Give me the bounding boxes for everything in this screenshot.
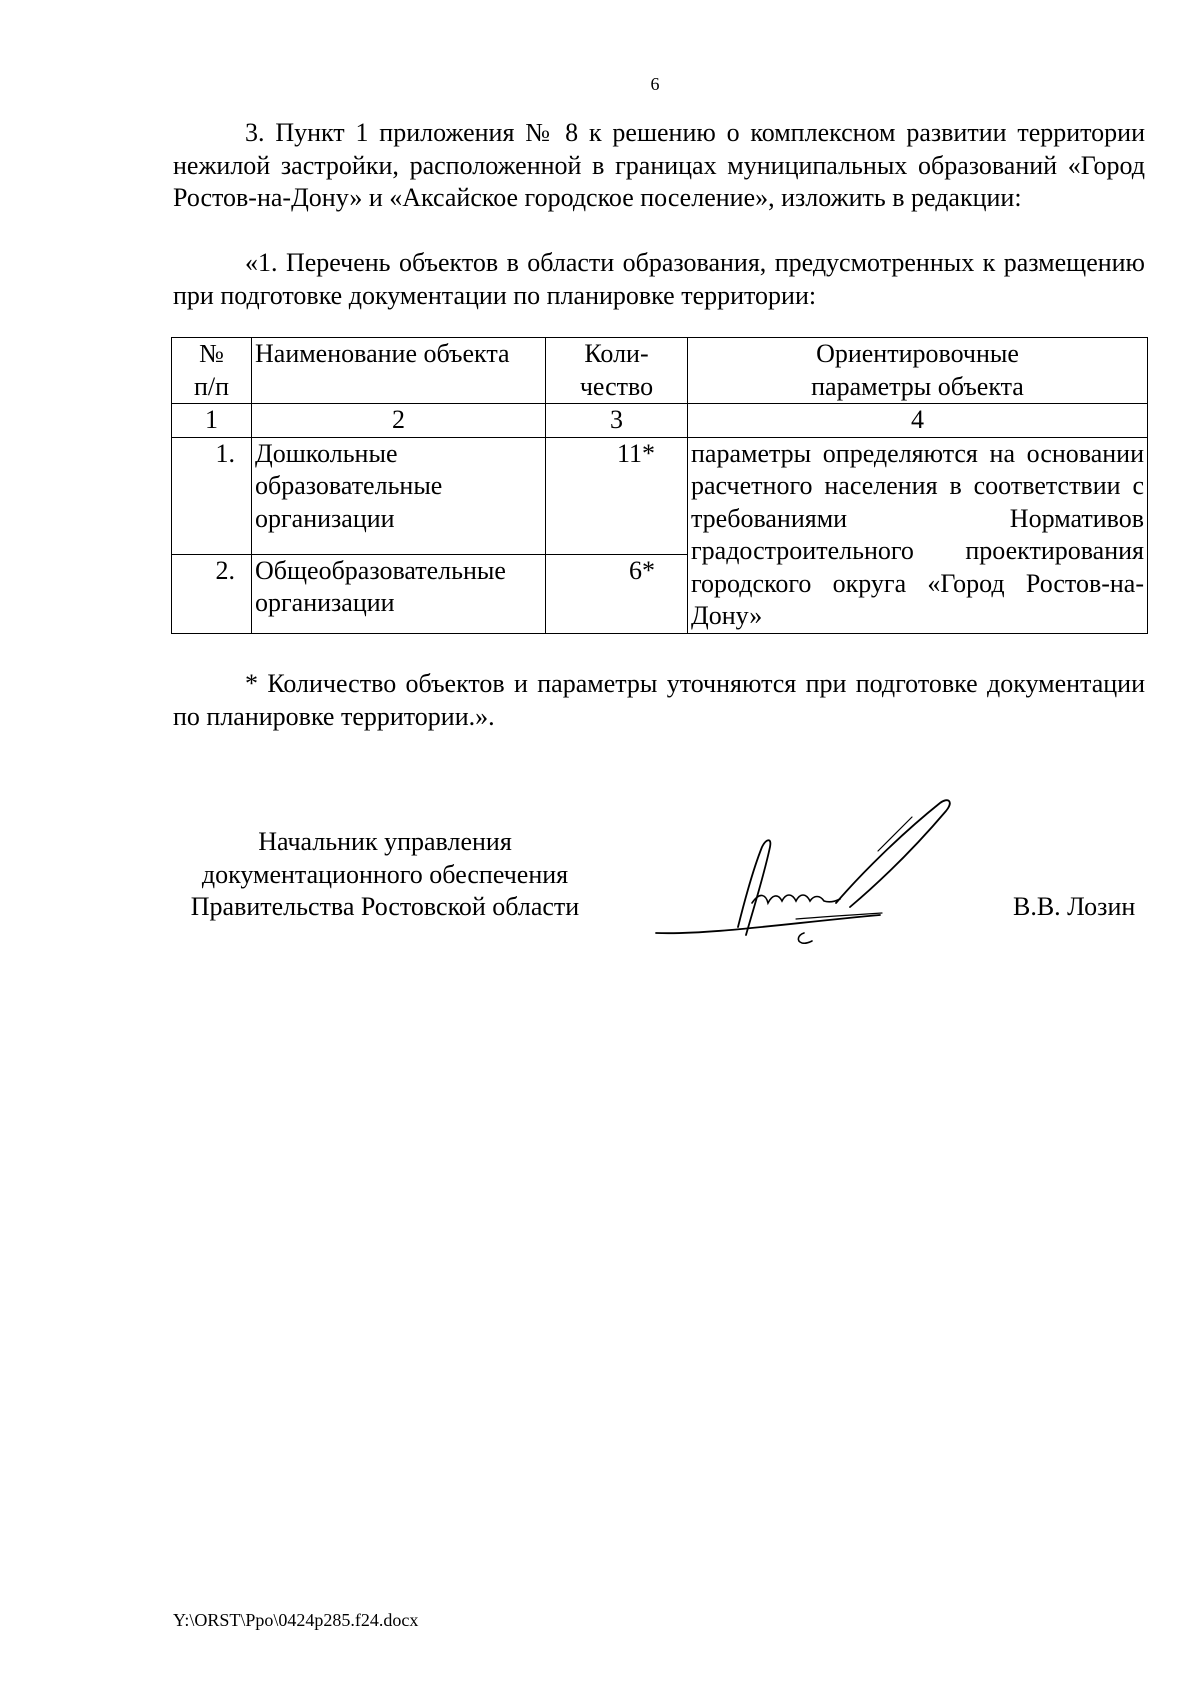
row-2-num: 2. bbox=[172, 554, 252, 633]
signer-position-line3: Правительства Ростовской области bbox=[190, 892, 580, 921]
header-num-line2: п/п bbox=[193, 371, 230, 401]
row-1-qty: 11* bbox=[546, 437, 688, 554]
header-params-line1: Ориентировочные bbox=[816, 339, 1019, 368]
row-1-name: Дошкольные образовательные организации bbox=[252, 437, 546, 554]
table-header-row bbox=[172, 338, 1148, 404]
paragraph-list-intro: «1. Перечень объектов в области образования, предусмотренных к размещению при подготовке документации по планировке территории: bbox=[173, 248, 1145, 310]
row-2-qty: 6* bbox=[546, 554, 688, 633]
paragraph-amendment: 3. Пункт 1 приложения № 8 к решению о комплексном развитии территории нежилой застройки, расположенной в границах муниципальных образований «Город Ростов-на-Дону» и «Аксайское городское поселение», изложить в редакции: bbox=[173, 118, 1145, 212]
file-path: Y:\ORST\Ppo\0424p285.f24.docx bbox=[173, 1610, 419, 1630]
objects-table bbox=[171, 337, 1148, 634]
header-params bbox=[688, 338, 1148, 404]
signer-position bbox=[160, 826, 610, 924]
col-number-1: 1 bbox=[172, 404, 252, 438]
signer-position-line2: документационного обеспечения bbox=[201, 859, 569, 889]
row-2-name: Общеобразовательные организации bbox=[252, 554, 546, 633]
col-number-4: 4 bbox=[688, 404, 1148, 438]
footnote: * Количество объектов и параметры уточняются при подготовке документации по планировке территории.». bbox=[173, 669, 1145, 731]
header-params-line2: параметры объекта bbox=[811, 371, 1024, 401]
signer-position-line1: Начальник управления bbox=[258, 827, 512, 856]
handwritten-signature-icon bbox=[650, 795, 990, 955]
header-num bbox=[172, 338, 252, 404]
page-number: 6 bbox=[650, 74, 660, 94]
header-qty-line1: Коли- bbox=[584, 339, 649, 368]
col-number-2: 2 bbox=[252, 404, 546, 438]
header-qty bbox=[546, 338, 688, 404]
col-number-3: 3 bbox=[546, 404, 688, 438]
table-column-numbers-row bbox=[172, 404, 1148, 438]
header-qty-line2: чество bbox=[579, 371, 654, 401]
row-1-num: 1. bbox=[172, 437, 252, 554]
header-name: Наименование объекта bbox=[252, 338, 546, 404]
table-row bbox=[172, 437, 1148, 554]
header-num-line1: № bbox=[199, 339, 224, 368]
signer-name: В.В. Лозин bbox=[1013, 892, 1136, 921]
rows-params-merged: параметры определяются на основании расчетного населения в соответствии с требованиями Нормативов градостроительного проектирования городского округа «Город Ростов-на-Дону» bbox=[688, 437, 1148, 633]
